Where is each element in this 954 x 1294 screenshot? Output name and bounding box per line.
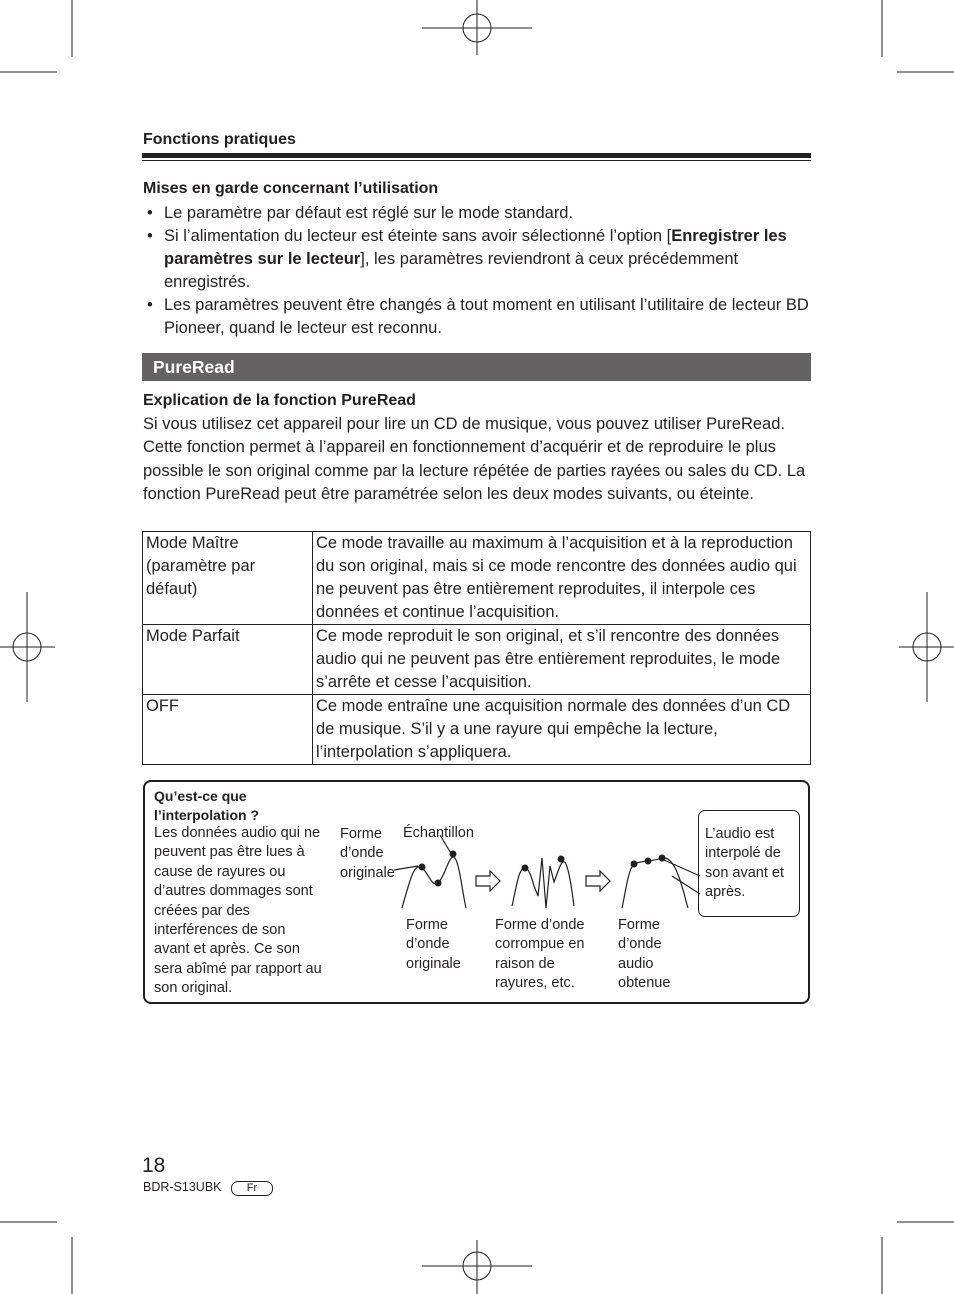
label-forme-corrompue: Forme d’onde corrompue en raison de rayures, etc. — [495, 917, 585, 992]
page-number: 18 — [142, 1154, 166, 1177]
sample-point — [659, 855, 666, 862]
list-item: • Le paramètre par défaut est réglé sur le mode standard. — [147, 202, 812, 225]
pureread-banner: PureRead — [142, 353, 811, 381]
corrupted-waveform — [512, 858, 574, 908]
arrow-icon — [586, 871, 610, 891]
leader-line — [672, 876, 700, 894]
mode-name: Mode Maître (paramètre par défaut) — [143, 532, 313, 625]
explanation-title: Explication de la fonction PureRead — [143, 392, 416, 409]
label-forme-originale: Forme d’onde originale — [406, 917, 461, 972]
option-name: Enregistrer les paramètres sur le lecteur — [164, 227, 787, 268]
sample-point — [558, 856, 565, 863]
label-forme-obtenue: Forme d’onde audio obtenue — [618, 917, 671, 992]
bullet-icon: • — [147, 204, 153, 222]
sample-point — [645, 858, 652, 865]
mode-description: Ce mode entraîne une acquisition normale des données d’un CD de musique. S’il y a une rayure qui empêche la lecture, l’interpolation s’appliquera. — [313, 695, 811, 765]
model-name: BDR-S13UBK — [143, 1180, 222, 1194]
callout-text: L’audio est interpolé de son avant et après. — [705, 826, 784, 901]
label-echantillon: Échantillon — [403, 825, 474, 841]
precautions-title: Mises en garde concernant l’utilisation — [143, 180, 439, 197]
mode-name: OFF — [143, 695, 313, 765]
sample-point — [419, 864, 426, 871]
mode-name: Mode Parfait — [143, 625, 313, 695]
sample-point — [450, 851, 457, 858]
original-waveform — [402, 857, 466, 908]
interpolation-title: Qu’est-ce que l’interpolation ? — [154, 788, 259, 823]
leader-line — [664, 860, 700, 876]
interpolation-text: Les données audio qui ne peuvent pas être lues à cause de rayures ou d’autres dommages sont créées par des interférences de son avant et après. Ce son sera abîmé par rapport au son original. — [154, 825, 322, 997]
sample-point — [435, 880, 442, 887]
arrow-icon — [476, 871, 500, 891]
sample-point — [631, 861, 638, 868]
mode-description: Ce mode travaille au maximum à l’acquisition et à la reproduction du son original, mais si ce mode rencontre des données audio qui ne peuvent pas être entièrement reproduites, il interpole ces données et continue l’acquisition. — [313, 532, 811, 625]
sample-point — [522, 865, 529, 872]
list-item: • Les paramètres peuvent être changés à tout moment en utilisant l’utilitaire de lecteur BD Pioneer, quand le lecteur est reconnu. — [147, 296, 809, 337]
bullet-icon: • — [147, 296, 153, 314]
explanation-text: Si vous utilisez cet appareil pour lire un CD de musique, vous pouvez utiliser PureRead. Cette fonction permet à l’appareil en fonctionnement d’acquérir et de reproduire le plus possible le son original comme par la lecture répétée de parties rayées ou sales du CD. La fonction PureRead peut être paramétrée selon les deux modes suivants, ou éteinte. — [143, 415, 806, 504]
language-badge: Fr — [231, 1181, 273, 1196]
section-label: Fonctions pratiques — [143, 131, 296, 148]
list-item: • Si l’alimentation du lecteur est éteinte sans avoir sélectionné l’option [Enregistrer les paramètres sur le lecteur], les paramètres reviendront à ceux précédemment enregistrés. — [147, 227, 787, 291]
bullet-icon: • — [147, 227, 153, 245]
mode-description: Ce mode reproduit le son original, et s’il rencontre des données audio qui ne peuvent pas être entièrement reproduites, le mode s’arrête et cesse l’acquisition. — [313, 625, 811, 695]
label-forme-originale-left: Forme d’onde originale — [340, 826, 395, 881]
